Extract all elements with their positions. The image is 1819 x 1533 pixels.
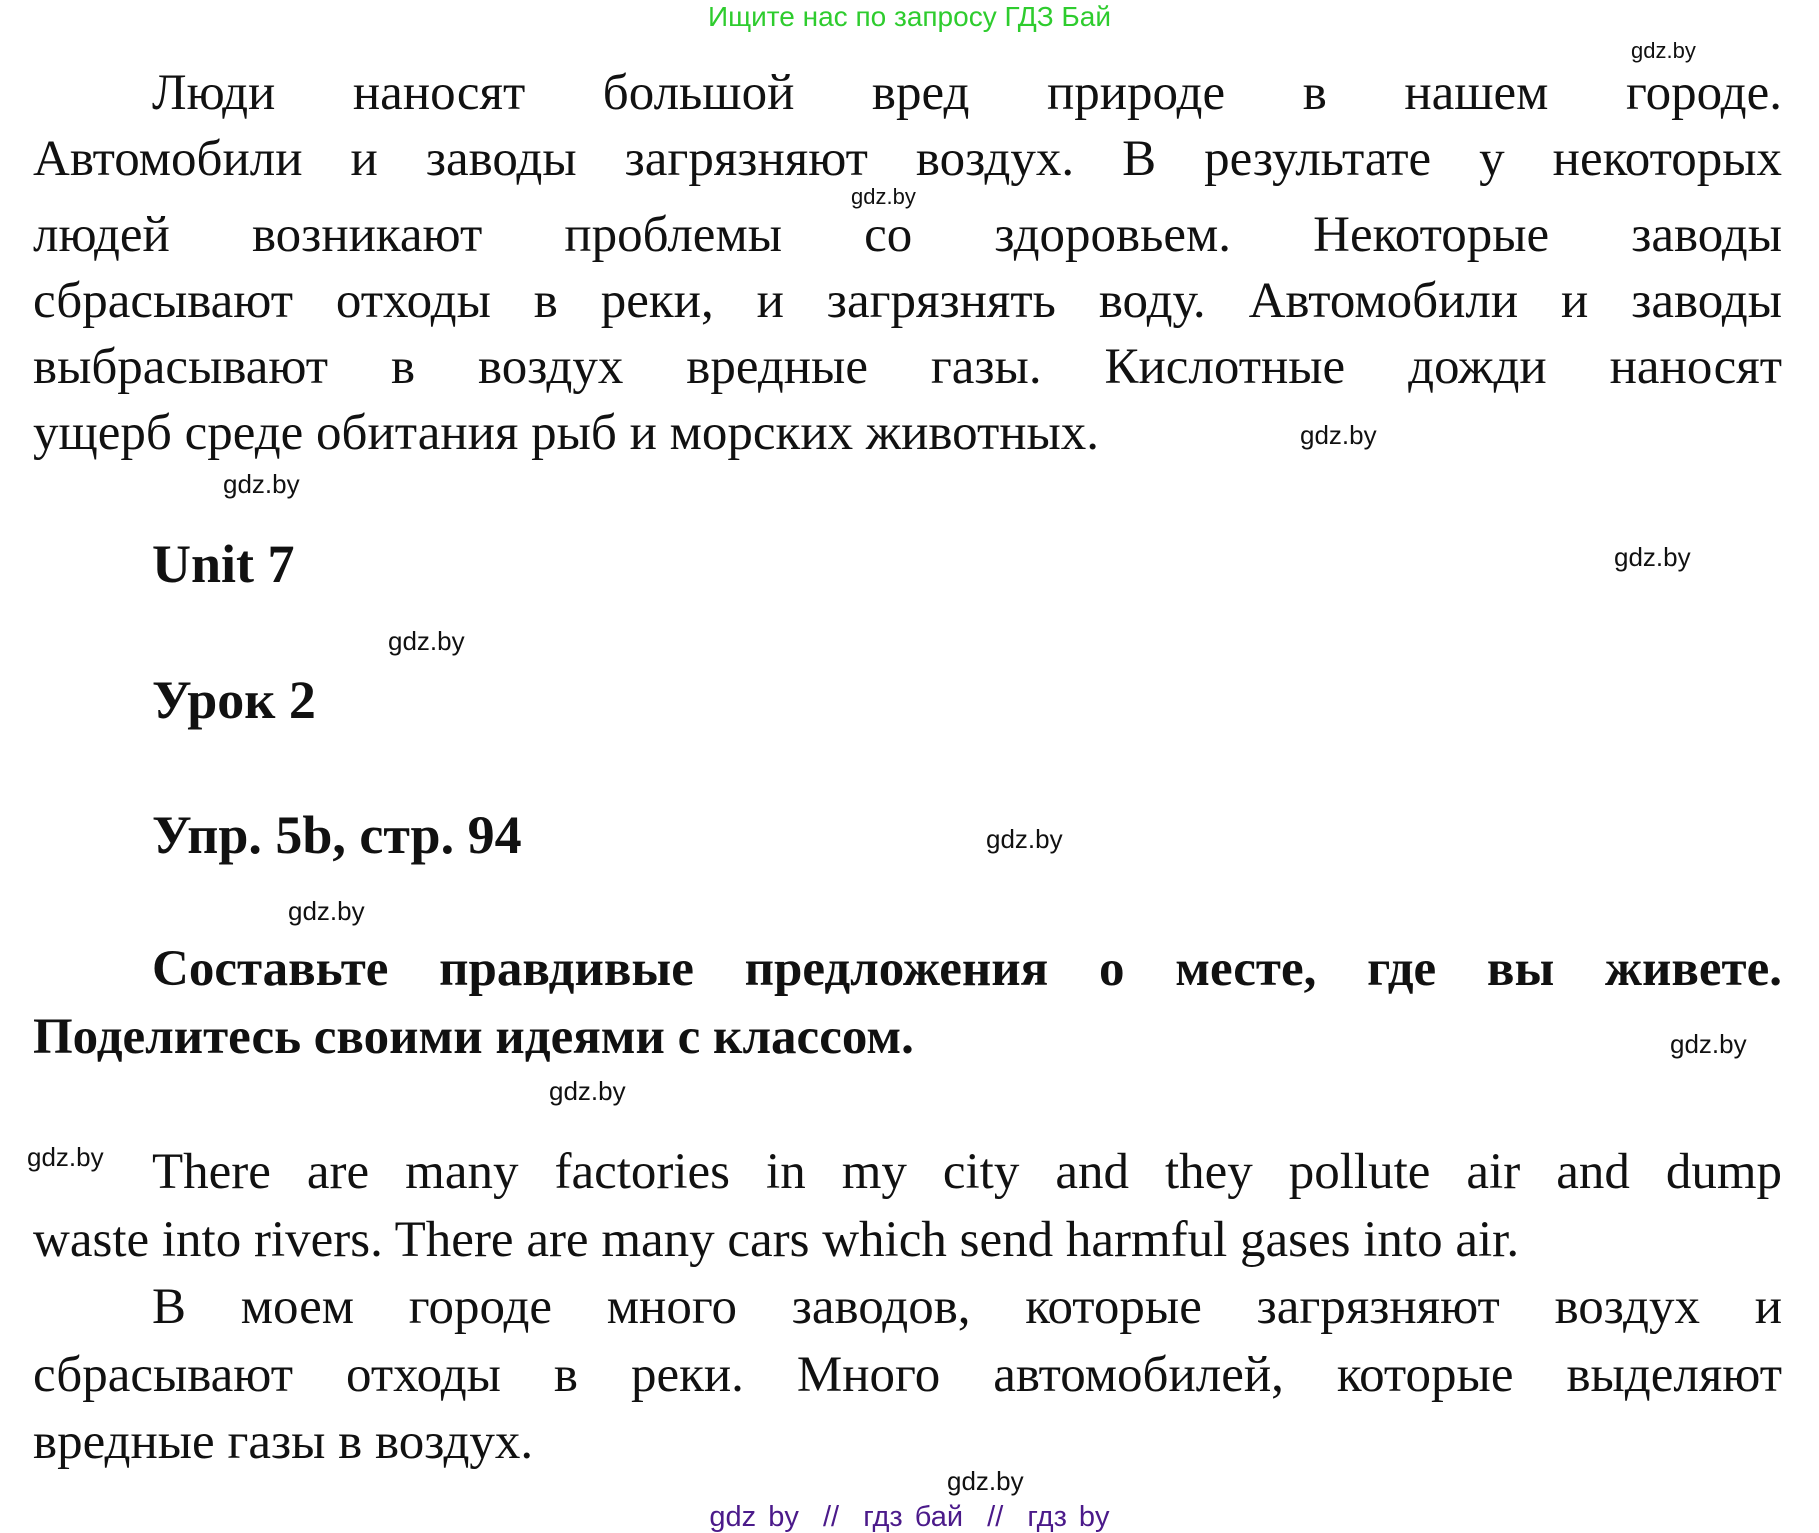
- lesson-heading: Урок 2: [152, 670, 316, 730]
- answer-ru-line: В моем городе много заводов, которые загрязняют воздух и: [152, 1279, 1782, 1335]
- watermark: gdz.by: [986, 824, 1063, 854]
- text-line: Люди наносят большой вред природе в нашем городе.: [152, 65, 1782, 121]
- text-line: Автомобили и заводы загрязняют воздух. В результате у некоторых: [33, 131, 1782, 187]
- text-line: людей возникают проблемы со здоровьем. Некоторые заводы: [33, 207, 1782, 263]
- task-line: Поделитесь своими идеями с классом.: [33, 1009, 914, 1065]
- watermark: gdz.by: [851, 184, 916, 209]
- exercise-heading: Упр. 5b, стр. 94: [152, 805, 522, 865]
- watermark: gdz.by: [1300, 420, 1377, 450]
- watermark: gdz.by: [947, 1466, 1024, 1496]
- watermark: gdz.by: [549, 1076, 626, 1106]
- watermark: gdz.by: [1614, 542, 1691, 572]
- answer-en-line: waste into rivers. There are many cars which send harmful gases into air.: [33, 1212, 1520, 1268]
- watermark: gdz.by: [388, 626, 465, 656]
- answer-en-line: There are many factories in my city and they pollute air and dump: [152, 1144, 1782, 1200]
- task-line: Составьте правдивые предложения о месте, где вы живете.: [152, 941, 1782, 997]
- footer-links: gdz by // гдз бай // гдз by: [709, 1501, 1110, 1533]
- watermark: gdz.by: [1670, 1029, 1747, 1059]
- watermark: gdz.by: [288, 896, 365, 926]
- text-line: сбрасывают отходы в реки, и загрязнять воду. Автомобили и заводы: [33, 273, 1782, 329]
- text-line: выбрасывают в воздух вредные газы. Кислотные дожди наносят: [33, 339, 1782, 395]
- watermark: gdz.by: [1631, 38, 1696, 63]
- answer-ru-line: вредные газы в воздух.: [33, 1414, 534, 1470]
- text-line: ущерб среде обитания рыб и морских животных.: [33, 405, 1100, 461]
- watermark: gdz.by: [27, 1142, 104, 1172]
- promo-header: Ищите нас по запросу ГДЗ Бай: [707, 1, 1112, 32]
- unit-heading: Unit 7: [152, 534, 295, 594]
- answer-ru-line: сбрасывают отходы в реки. Много автомобилей, которые выделяют: [33, 1347, 1782, 1403]
- watermark: gdz.by: [223, 469, 300, 499]
